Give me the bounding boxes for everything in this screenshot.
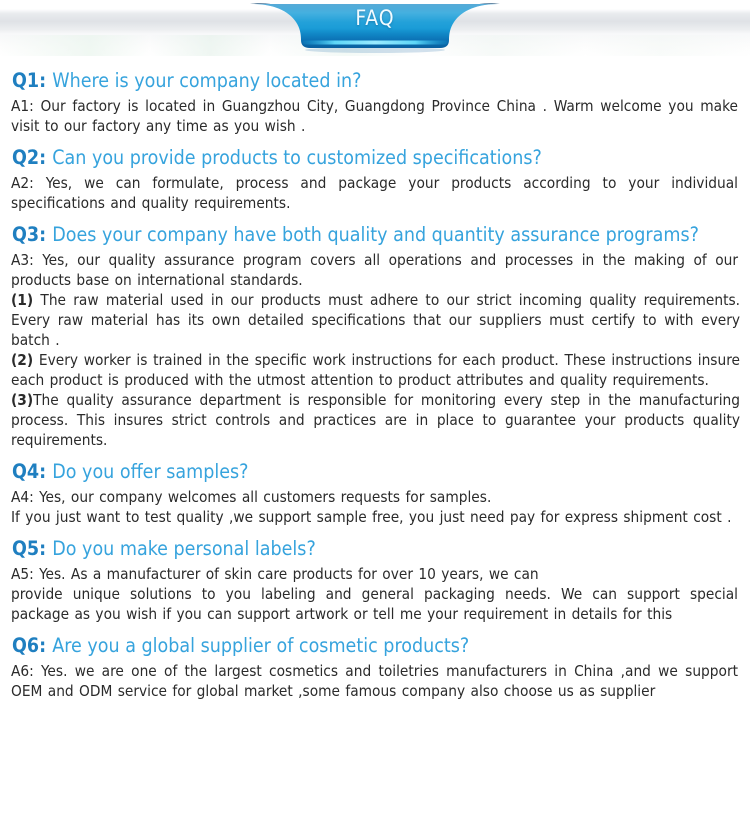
faq-question-label-q4: Q4	[12, 460, 40, 483]
faq-answer-q3-line1: A3: Yes, our quality assurance program covers all operations and processes in the making of our products base on international standards.	[11, 251, 738, 289]
faq-answer-q4-line2: If you just want to test quality ,we support sample free, you just need pay for express shipment cost .	[11, 508, 732, 526]
faq-item-q1	[11, 56, 740, 136]
ribbon-shadow	[305, 47, 445, 53]
faq-question-text-q2: Can you provide products to customized specifications?	[52, 146, 542, 169]
faq-question-sep-q6: :	[39, 634, 53, 657]
faq-question-label-q2: Q2	[12, 146, 40, 169]
faq-question-sep-q5: :	[39, 537, 53, 560]
faq-answer-q1-line1: A1: Our factory is located in Guangzhou City, Guangdong Province China . Warm welcome you make visit to our factory any time as you wish .	[11, 97, 738, 135]
faq-answer-q3-item2-marker: (2)	[11, 351, 34, 369]
ribbon-highlight	[303, 41, 447, 45]
faq-question-text-q4: Do you offer samples?	[52, 460, 249, 483]
faq-answer-q4-line1: A4: Yes, our company welcomes all customers requests for samples.	[11, 488, 492, 506]
faq-answer-q6-line1: A6: Yes. we are one of the largest cosmetics and toiletries manufacturers in China ,and we support OEM and ODM service for global market ,some famous company also choose us as supplier	[11, 662, 738, 700]
faq-question-q4	[11, 450, 740, 487]
faq-question-text-q6: Are you a global supplier of cosmetic products?	[52, 634, 470, 657]
faq-question-text-q3: Does your company have both quality and quantity assurance programs?	[52, 223, 699, 246]
faq-list	[0, 56, 750, 701]
faq-question-q6	[11, 624, 740, 661]
faq-answer-q2-line1: A2: Yes, we can formulate, process and package your products according to your individual specifications and quality requirements.	[11, 174, 738, 212]
faq-item-q3	[11, 213, 740, 450]
faq-answer-q3-item3-marker: (3)	[11, 391, 34, 409]
faq-question-label-q5: Q5	[12, 537, 40, 560]
faq-answer-q5-line2: provide unique solutions to you labeling and general packaging needs. We can support special package as you wish if you can support artwork or tell me your requirement in details for this	[11, 585, 738, 623]
faq-question-label-q6: Q6	[12, 634, 40, 657]
faq-answer-q3-item3	[11, 390, 740, 450]
faq-answer-q5-line1: A5: Yes. As a manufacturer of skin care products for over 10 years, we can	[11, 565, 539, 583]
faq-question-text-q5: Do you make personal labels?	[52, 537, 316, 560]
faq-answer-q3-item1	[11, 290, 740, 350]
faq-question-sep-q1: :	[39, 69, 53, 92]
faq-item-q4	[11, 450, 740, 527]
faq-answer-q3-item1-text: The raw material used in our products must adhere to our strict incoming quality requirements. Every raw material has its own detailed specifications that our suppliers must certify to with every batch .	[11, 291, 740, 349]
faq-question-q3	[11, 213, 740, 250]
faq-question-label-q3: Q3	[12, 223, 40, 246]
faq-question-q2	[11, 136, 740, 173]
faq-banner	[0, 0, 750, 56]
faq-answer-q3-item1-marker: (1)	[11, 291, 34, 309]
faq-question-sep-q2: :	[39, 146, 53, 169]
faq-answer-q3-item2-text: Every worker is trained in the specific work instructions for each product. These instructions insure each product is produced with the utmost attention to product attributes and quality requirements.	[11, 351, 740, 389]
faq-question-sep-q4: :	[39, 460, 53, 483]
faq-question-q5	[11, 527, 740, 564]
faq-answer-q3-item2	[11, 350, 740, 390]
faq-item-q2	[11, 136, 740, 213]
faq-question-sep-q3: :	[39, 223, 53, 246]
faq-item-q5	[11, 527, 740, 624]
faq-answer-q3-item3-text: The quality assurance department is responsible for monitoring every step in the manufacturing process. This insures strict controls and practices are in place to guarantee your products quality requirements.	[11, 391, 740, 449]
faq-question-label-q1: Q1	[12, 69, 40, 92]
page-title: FAQ	[355, 6, 395, 30]
faq-question-text-q1: Where is your company located in?	[52, 69, 362, 92]
faq-item-q6	[11, 624, 740, 701]
faq-question-q1	[11, 56, 740, 96]
